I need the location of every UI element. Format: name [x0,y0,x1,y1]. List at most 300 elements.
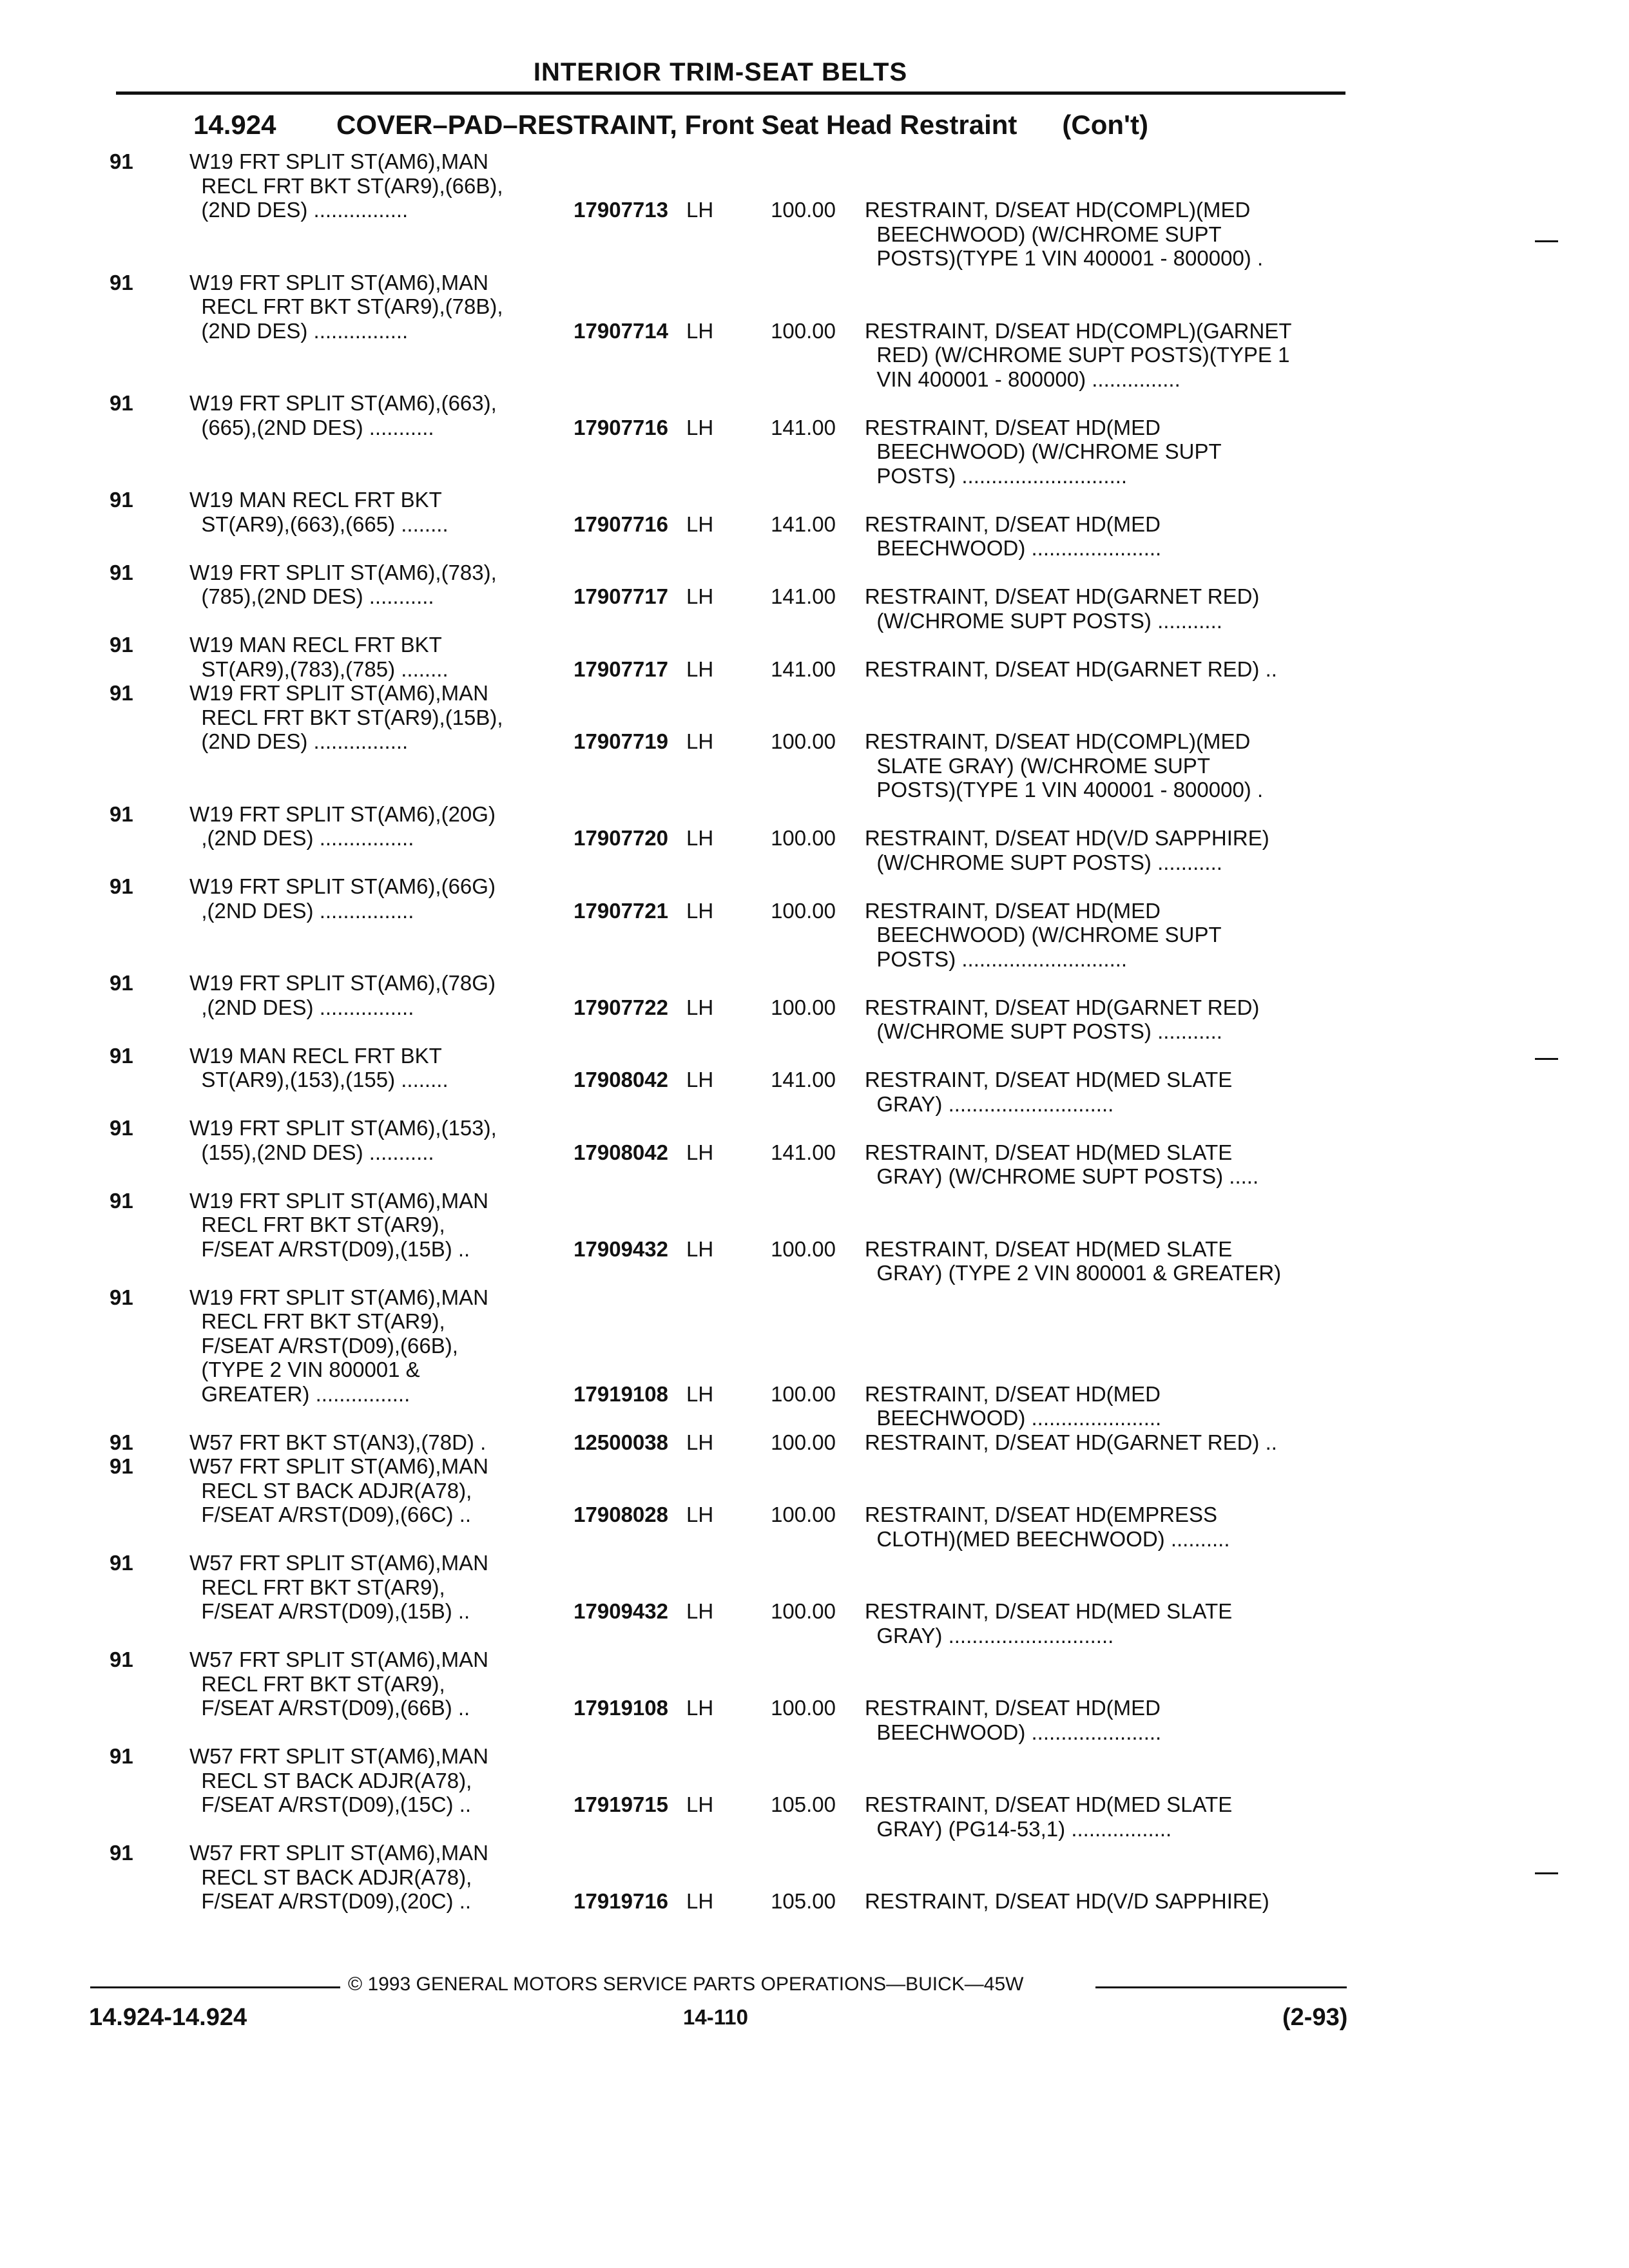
cell-code: 91 [110,1744,133,1768]
cell-code [110,754,189,778]
cell-usage: W57 FRT SPLIT ST(AM6),MAN [189,1551,488,1575]
cell-description: BEECHWOOD) (W/CHROME SUPT [865,923,1222,947]
cell-part-number: 17907721 [574,898,668,923]
cell-description [836,1454,1313,1479]
cell-code: 91 [110,1188,133,1213]
cell-side [668,439,742,464]
cell-description: BEECHWOOD) ...................... [865,1720,1162,1744]
cell-quantity [742,561,836,585]
cell-code [110,1624,189,1648]
cell-side: LH [686,415,714,439]
cell-part-number: 17907717 [574,584,668,608]
cell-description [836,1213,1313,1237]
table-row [110,198,1347,222]
cell-code [110,1792,189,1817]
cell-part-number: 17907716 [574,512,668,536]
table-row [110,246,1347,271]
cell-usage: W19 FRT SPLIT ST(AM6),MAN [189,681,488,705]
cell-description [836,488,1313,512]
cell-usage [189,246,547,271]
cell-side [668,1261,742,1285]
cell-side [668,633,742,657]
cell-side [668,488,742,512]
cell-code [110,1720,189,1745]
cell-usage: W19 FRT SPLIT ST(AM6),MAN [189,1285,488,1309]
cell-quantity [742,1769,836,1793]
cell-usage: RECL FRT BKT ST(AR9), [189,1309,445,1333]
cell-usage: W19 MAN RECL FRT BKT [189,1043,442,1068]
cell-part-number [547,464,668,488]
cell-part-number: 17908042 [574,1068,668,1091]
cell-side [668,1358,742,1382]
table-row [110,754,1347,778]
cell-side: LH [686,1068,714,1091]
cell-description: POSTS)(TYPE 1 VIN 400001 - 800000) . [865,246,1264,270]
cell-code [110,439,189,464]
cell-usage: F/SEAT A/RST(D09),(66B), [189,1333,458,1358]
cell-part-number: 17907719 [574,729,668,753]
cell-quantity: 100.00 [771,729,836,753]
cell-description: RESTRAINT, D/SEAT HD(GARNET RED) .. [865,657,1277,681]
table-row [110,512,1347,537]
cell-description [836,174,1313,198]
cell-part-number: 17919108 [574,1381,668,1406]
cell-part-number: 17919715 [574,1792,668,1816]
cell-usage: F/SEAT A/RST(D09),(15C) .. [189,1792,472,1816]
cell-description [836,681,1313,706]
cell-description: RESTRAINT, D/SEAT HD(MED [865,512,1161,536]
cell-code [110,657,189,682]
cell-part-number [547,1551,668,1575]
cell-quantity [742,367,836,392]
cell-quantity [742,802,836,827]
table-row [110,899,1347,923]
cell-side [668,1309,742,1334]
cell-description: POSTS)(TYPE 1 VIN 400001 - 800000) . [865,778,1264,802]
cell-description: SLATE GRAY) (W/CHROME SUPT [865,753,1210,778]
table-row [110,1406,1347,1430]
cell-side [668,874,742,899]
cell-side [668,1624,742,1648]
margin-mark [1535,240,1558,242]
cell-quantity: 100.00 [771,1503,836,1526]
cell-code [110,1889,189,1914]
cell-code: 91 [110,270,133,294]
cell-code: 91 [110,802,133,826]
cell-usage: W19 MAN RECL FRT BKT [189,488,442,512]
cell-code [110,1261,189,1285]
cell-description [836,1672,1313,1696]
cell-description [836,1841,1313,1865]
cell-part-number [547,971,668,995]
table-row [110,1841,1347,1865]
cell-usage [189,536,547,561]
cell-part-number [547,561,668,585]
cell-usage: RECL FRT BKT ST(AR9), [189,1671,445,1696]
table-row [110,1116,1347,1140]
footer-copyright: © 1993 GENERAL MOTORS SERVICE PARTS OPERATIONS—BUICK—45W [348,1974,1024,1995]
cell-description: RESTRAINT, D/SEAT HD(V/D SAPPHIRE) [865,826,1269,850]
cell-usage: ST(AR9),(783),(785) ........ [189,657,448,681]
cell-quantity [742,1841,836,1865]
table-row [110,1575,1347,1600]
table-row [110,1309,1347,1334]
cell-quantity [742,850,836,875]
cell-code [110,294,189,319]
cell-side [668,294,742,319]
cell-code [110,947,189,972]
cell-description: BEECHWOOD) ...................... [865,1406,1162,1430]
cell-code [110,899,189,923]
cell-quantity [742,246,836,271]
cell-part-number [547,754,668,778]
cell-code: 91 [110,1430,133,1454]
cell-quantity [742,222,836,247]
cell-usage: W19 FRT SPLIT ST(AM6),(153), [189,1116,497,1140]
cell-quantity: 100.00 [771,1236,836,1261]
table-row [110,706,1347,730]
cell-code: 91 [110,1116,133,1140]
cell-side [668,1479,742,1503]
cell-usage [189,1406,547,1430]
cell-quantity [742,947,836,972]
table-row [110,1237,1347,1262]
cell-side [668,222,742,247]
table-row [110,1430,1347,1455]
cell-usage [189,1164,547,1189]
table-row [110,174,1347,198]
cell-usage: (2ND DES) ................ [189,729,409,753]
cell-code [110,1696,189,1720]
cell-quantity: 100.00 [771,1696,836,1720]
section-heading [193,110,1148,140]
cell-part-number [547,1092,668,1117]
cell-quantity [742,391,836,416]
cell-quantity [742,1744,836,1769]
cell-side: LH [686,898,714,923]
cell-part-number [547,1575,668,1600]
cell-description [836,1309,1313,1334]
table-row [110,729,1347,754]
cell-description: RESTRAINT, D/SEAT HD(COMPL)(MED [865,198,1251,222]
table-row [110,874,1347,899]
cell-quantity: 100.00 [771,1430,836,1454]
cell-side [668,778,742,802]
cell-code [110,1503,189,1527]
cell-description [836,149,1313,174]
cell-code [110,706,189,730]
cell-side [668,1769,742,1793]
cell-part-number [547,1527,668,1552]
table-row [110,1672,1347,1696]
cell-part-number: 12500038 [574,1430,668,1454]
cell-code [110,584,189,609]
cell-part-number [547,488,668,512]
cell-quantity: 141.00 [771,415,836,439]
cell-side [668,561,742,585]
cell-code [110,1599,189,1624]
table-row [110,222,1347,247]
margin-mark [1535,1872,1558,1874]
cell-usage: ,(2ND DES) ................ [189,898,414,923]
cell-quantity [742,1358,836,1382]
cell-code [110,512,189,537]
cell-side: LH [686,512,714,536]
cell-description [836,1044,1313,1068]
cell-side [668,1092,742,1117]
cell-usage: ST(AR9),(663),(665) ........ [189,512,448,536]
table-row [110,923,1347,947]
cell-quantity [742,874,836,899]
cell-side [668,971,742,995]
cell-part-number [547,1720,668,1745]
table-row [110,584,1347,609]
cell-quantity: 141.00 [771,512,836,536]
cell-usage: RECL ST BACK ADJR(A78), [189,1768,472,1792]
cell-part-number [547,1309,668,1334]
cell-usage: F/SEAT A/RST(D09),(15B) .. [189,1599,470,1623]
table-row [110,1817,1347,1841]
cell-code [110,198,189,222]
cell-quantity [742,1575,836,1600]
cell-part-number [547,1019,668,1044]
cell-side [668,754,742,778]
cell-code [110,416,189,440]
section-continued: (Con't) [1062,110,1149,140]
cell-usage: F/SEAT A/RST(D09),(20C) .. [189,1889,472,1913]
table-row [110,1382,1347,1407]
cell-part-number [547,367,668,392]
cell-side [668,1285,742,1310]
cell-code: 91 [110,971,133,995]
cell-code: 91 [110,1285,133,1309]
cell-description: RESTRAINT, D/SEAT HD(MED [865,898,1161,923]
cell-quantity [742,439,836,464]
cell-usage [189,464,547,488]
cell-side [668,706,742,730]
table-row [110,1189,1347,1213]
cell-description: VIN 400001 - 800000) ............... [865,367,1181,391]
cell-usage: W57 FRT SPLIT ST(AM6),MAN [189,1454,488,1478]
cell-part-number [547,947,668,972]
cell-code: 91 [110,1043,133,1068]
table-row [110,271,1347,295]
cell-quantity [742,1527,836,1552]
table-row [110,1334,1347,1358]
cell-part-number [547,536,668,561]
cell-usage: RECL FRT BKT ST(AR9),(78B), [189,294,503,318]
cell-quantity: 100.00 [771,1381,836,1406]
cell-side [668,1189,742,1213]
table-row [110,1019,1347,1044]
cell-usage [189,1092,547,1117]
table-row [110,1164,1347,1189]
cell-description [836,1334,1313,1358]
cell-quantity: 141.00 [771,1140,836,1164]
cell-description [836,1285,1313,1310]
cell-quantity [742,1164,836,1189]
cell-side: LH [686,995,714,1019]
cell-part-number [547,1164,668,1189]
cell-code [110,1309,189,1334]
cell-usage: W19 FRT SPLIT ST(AM6),(663), [189,391,497,415]
cell-part-number [547,294,668,319]
cell-part-number [547,1285,668,1310]
cell-usage: W19 FRT SPLIT ST(AM6),MAN [189,149,488,173]
cell-description: BEECHWOOD) (W/CHROME SUPT [865,439,1222,463]
cell-description [836,271,1313,295]
cell-quantity [742,1865,836,1890]
cell-part-number [547,271,668,295]
cell-description [836,1189,1313,1213]
cell-part-number [547,1116,668,1140]
table-row [110,1454,1347,1479]
cell-quantity [742,464,836,488]
cell-part-number: 17909432 [574,1599,668,1623]
cell-side: LH [686,1503,714,1526]
cell-side [668,536,742,561]
table-row [110,439,1347,464]
table-row [110,1599,1347,1624]
cell-side [668,1841,742,1865]
cell-description: RESTRAINT, D/SEAT HD(MED SLATE [865,1236,1233,1261]
table-row [110,416,1347,440]
table-row [110,1068,1347,1092]
cell-side [668,1575,742,1600]
table-row [110,1140,1347,1165]
cell-code [110,464,189,488]
table-row [110,1358,1347,1382]
cell-side [668,681,742,706]
cell-description: RESTRAINT, D/SEAT HD(V/D SAPPHIRE) [865,1889,1269,1913]
cell-part-number [547,1624,668,1648]
cell-usage: W19 MAN RECL FRT BKT [189,633,442,657]
cell-part-number [547,391,668,416]
table-row [110,1213,1347,1237]
cell-code [110,1479,189,1503]
cell-code [110,319,189,343]
cell-quantity [742,1624,836,1648]
cell-side [668,1817,742,1841]
cell-side [668,1019,742,1044]
cell-code [110,850,189,875]
cell-part-number [547,1744,668,1769]
cell-quantity [742,1672,836,1696]
cell-description [836,391,1313,416]
cell-usage: W57 FRT SPLIT ST(AM6),MAN [189,1744,488,1768]
cell-side [668,149,742,174]
cell-description: GRAY) ............................ [865,1623,1114,1648]
cell-quantity [742,1406,836,1430]
cell-code: 91 [110,1841,133,1865]
cell-side [668,1527,742,1552]
cell-quantity [742,633,836,657]
cell-part-number [547,850,668,875]
cell-usage: RECL FRT BKT ST(AR9),(66B), [189,173,503,198]
cell-description: POSTS) ............................ [865,947,1128,971]
cell-usage [189,609,547,633]
table-row [110,826,1347,850]
cell-usage: ST(AR9),(153),(155) ........ [189,1068,448,1091]
table-row [110,319,1347,343]
cell-code [110,1382,189,1407]
cell-side [668,1720,742,1745]
cell-description: RESTRAINT, D/SEAT HD(GARNET RED) [865,584,1260,608]
cell-code [110,1672,189,1696]
cell-quantity [742,343,836,367]
cell-quantity: 100.00 [771,198,836,222]
table-row [110,633,1347,657]
cell-code [110,1092,189,1117]
margin-mark [1535,1058,1558,1060]
table-row [110,802,1347,827]
cell-side [668,1116,742,1140]
cell-usage: RECL FRT BKT ST(AR9), [189,1213,445,1236]
cell-part-number: 17919716 [574,1889,668,1913]
cell-usage: W57 FRT SPLIT ST(AM6),MAN [189,1648,488,1671]
cell-description: RESTRAINT, D/SEAT HD(MED SLATE [865,1068,1233,1091]
cell-usage [189,343,547,367]
cell-code [110,1068,189,1092]
cell-code [110,1334,189,1358]
cell-quantity [742,754,836,778]
cell-code [110,1019,189,1044]
cell-side: LH [686,1889,714,1913]
cell-code [110,1140,189,1165]
cell-quantity [742,971,836,995]
cell-description [836,1551,1313,1575]
cell-quantity [742,174,836,198]
cell-code: 91 [110,488,133,512]
cell-quantity [742,294,836,319]
cell-usage: (TYPE 2 VIN 800001 & [189,1358,420,1381]
cell-usage: RECL FRT BKT ST(AR9),(15B), [189,705,503,729]
cell-description: RESTRAINT, D/SEAT HD(GARNET RED) [865,995,1260,1019]
cell-quantity [742,1454,836,1479]
cell-code [110,1817,189,1841]
cell-quantity [742,1479,836,1503]
cell-description: (W/CHROME SUPT POSTS) ........... [865,850,1222,874]
cell-quantity: 141.00 [771,1068,836,1091]
cell-description: GRAY) (PG14-53,1) ................. [865,1816,1172,1841]
table-row [110,561,1347,585]
table-row [110,1044,1347,1068]
cell-side [668,802,742,827]
cell-usage [189,222,547,247]
cell-side: LH [686,1381,714,1406]
cell-side: LH [686,1236,714,1261]
cell-usage: W19 FRT SPLIT ST(AM6),MAN [189,1188,488,1213]
cell-quantity: 100.00 [771,898,836,923]
cell-usage: ,(2ND DES) ................ [189,826,414,850]
cell-usage: F/SEAT A/RST(D09),(66B) .. [189,1696,470,1720]
cell-usage [189,1261,547,1285]
cell-quantity [742,1648,836,1672]
footer-range: 14.924-14.924 [89,2004,247,2031]
cell-description: RESTRAINT, D/SEAT HD(MED SLATE [865,1599,1233,1623]
cell-quantity [742,1116,836,1140]
cell-side: LH [686,1696,714,1720]
table-row [110,1285,1347,1310]
cell-code [110,1769,189,1793]
cell-description: RESTRAINT, D/SEAT HD(MED [865,1696,1161,1720]
cell-part-number [547,1454,668,1479]
table-row [110,778,1347,802]
cell-side [668,1744,742,1769]
cell-description: CLOTH)(MED BEECHWOOD) .......... [865,1526,1230,1551]
cell-quantity [742,1334,836,1358]
cell-side [668,1334,742,1358]
